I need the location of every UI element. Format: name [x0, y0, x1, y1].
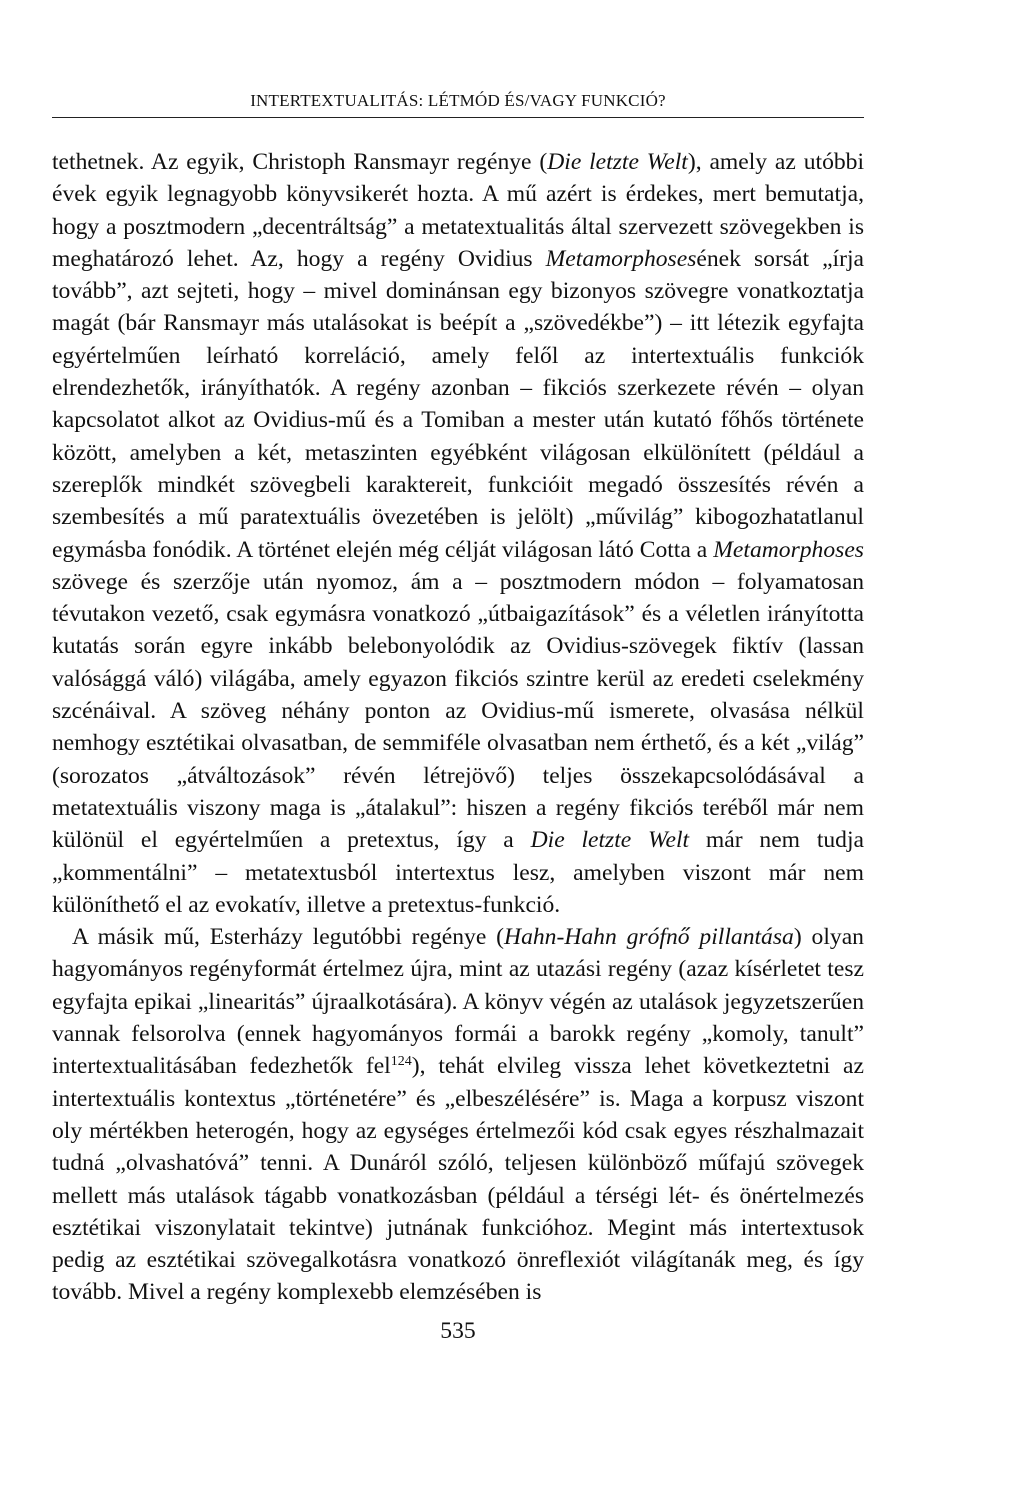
- paragraph-2: [52, 921, 864, 1309]
- p1-text-2: ), amely az utóbbi évek egyik legnagyobb könyvsikerét hozta. A mű azért is érdekes, mert bemutatja, hogy a posztmodern „decentráltság” a metatextualitás által szervezett szövegekben is meghatározó lehet. Az, hogy a regény Ovidius: [52, 149, 865, 272]
- page-number: 535: [440, 1318, 476, 1344]
- p1-italic-metamorphoses: Metamorphoses: [545, 245, 697, 272]
- p1-italic-die-letzte-welt-2: Die letzte Welt: [530, 827, 690, 854]
- p1-text-1: tethetnek. Az egyik, Christoph Ransmayr regénye (: [52, 149, 548, 175]
- p1-text-3: ének sorsát „írja tovább”, azt sejteti, hogy – mivel dominánsan egy bizonyos szövegre vonatkoztatja magát (bár Ransmayr más utalásokat is beépít a „szövedékbe”) – itt létezik egyfajta egyértelműen leírható korreláció, amely felől az intertextuális funkciók elrendezhetők, irányíthatók. A regény azonban – fikciós szerkezete révén – olyan kapcsolatot alkot az Ovidius-mű és a Tomiban a mester után kutató főhős története között, amelyben a két, metaszinten egyébként világosan elkülönített (például a szereplők mindkét szövegbeli karaktereit, funkcióit megadó összesítés révén a szembesítés a mű paratextuális övezetében is jelölt) „művilág” kibogozhatatlanul egymásba fonódik. A történet elején még célját világosan látó Cotta a: [52, 245, 864, 563]
- p2-text-2: ) olyan hagyományos regényformát értelmez újra, mint az utazási regény (azaz kísérletet tesz egyfajta epikai „linearitás” újraalkotására). A könyv végén az utalások jegyzetszerűen vannak felsorolva (ennek hagyományos formái a barokk regény „komoly, tanult” intertextualitásában fedezhetők fel: [52, 924, 864, 1080]
- p1-text-5: már nem tudja „kommentálni” – metatextusból intertextus lesz, amelyben viszont már nem különíthető el az evokatív, illetve a pretextus-funkció.: [52, 827, 864, 918]
- paragraph-1: [52, 146, 864, 921]
- p1-italic-die-letzte-welt: Die letzte Welt: [547, 149, 688, 175]
- body-text: [52, 146, 864, 1309]
- p2-text-3: ), tehát elvileg vissza lehet következtetni az intertextuális kontextus „történetére” és „elbeszélésére” is. Maga a korpusz viszont oly mértékben heterogén, hogy az egységes értelmezői kód csak egyes részhalmazait tudná „olvashatóvá” tenni. A Dunáról szóló, teljesen különböző műfajú szövegek mellett más utalások tágabb vonatkozásban (például a térségi lét- és önértelmezés esztétikai viszonylatait tekintve) jutnának funkcióhoz. Megint más intertextusok pedig az esztétikai szövegalkotásra vonatkozó önreflexiót világítanák meg, és így tovább. Mivel a regény komplexebb elemzésében is: [52, 1053, 864, 1306]
- footnote-reference[interactable]: 124: [390, 1054, 412, 1070]
- p1-italic-metamorphoses-2: Metamorphoses: [713, 536, 864, 563]
- header-rule: [52, 117, 864, 118]
- p2-italic-hahn-hahn: Hahn-Hahn grófnő pillantása: [504, 924, 794, 951]
- running-header-title: INTERTEXTUALITÁS: LÉTMÓD ÉS/VAGY FUNKCIÓ?: [250, 91, 666, 110]
- p2-text-1: A másik mű, Esterházy legutóbbi regénye (: [72, 924, 505, 951]
- p1-text-4: szövege és szerzője után nyomoz, ám a – posztmodern módon – folyamatosan tévutakon vezető, csak egymásra vonatkozó „útbaigazítások” és a véletlen irányította kutatás során egyre inkább belebonyolódik az Ovidius-szövegek fiktív (lassan valósággá váló) világába, amely egyazon fikciós szintre kerül az eredeti cselekmény szcénáival. A szöveg néhány ponton az Ovidius-mű ismerete, olvasása nélkül nemhogy esztétikai olvasatban, de semmiféle olvasatban nem érthető, és a két „világ” (sorozatos „átváltozások” révén létrejövő) teljes összekapcsolódásával a metatextuális viszony maga is „átalakul”: hiszen a regény fikciós teréből már nem különül el egyértelműen a pretextus, így a: [52, 568, 864, 854]
